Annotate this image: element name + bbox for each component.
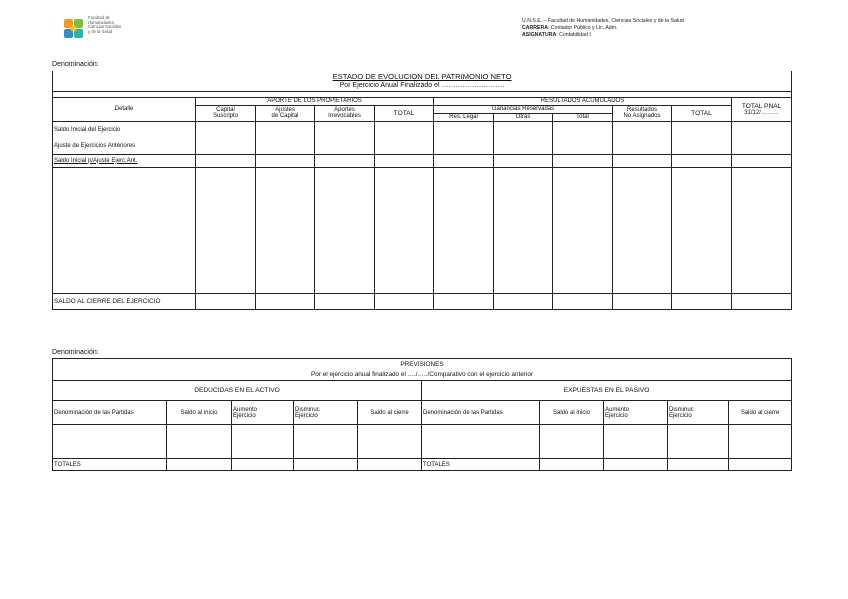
- total-pn-header: TOTAL PNAL 31/12/………: [732, 97, 792, 121]
- saldo-cierre-row: SALDO AL CIERRE DEL EJERCICIO: [53, 293, 196, 309]
- saldo-inicial-rows: Saldo Inicial del Ejercicio Ajuste de Ejercicios Anteriores: [53, 121, 196, 154]
- saldo-ajustado-row: Saldo Inicial p/Ajuste Ejerc.Ant.: [54, 157, 138, 164]
- total-res-header: TOTAL: [672, 105, 732, 121]
- col-disminuc-activo: Disminuc Ejercicio: [294, 401, 358, 425]
- col-denominacion-activo: Denominación de las Partidas: [53, 401, 167, 425]
- resultados-header: RESULTADOS ACUMULADOS: [434, 97, 732, 105]
- col-saldo-inicio-pasivo: Saldo al inicio: [540, 401, 604, 425]
- previsiones-subtitle: Por el ejercicio anual finalizado el …./…../Comparativo con el ejercicio anterior: [311, 370, 534, 378]
- previsiones-title-cell: [53, 359, 792, 381]
- res-legal-header: Res. Legal: [434, 113, 494, 121]
- previsiones-title: PREVISIONES: [400, 360, 444, 368]
- ajustes-header: Ajustes de Capital: [256, 105, 315, 121]
- col-aumento-activo: Aumento Ejercicio: [232, 401, 294, 425]
- denominacion-label-2: Denominación:: [52, 349, 99, 356]
- faculty-logo: [62, 15, 148, 45]
- col-denominacion-pasivo: Denominación de las Partidas: [422, 401, 540, 425]
- patrimonio-neto-table: [52, 71, 792, 310]
- totales-activo: TOTALES: [53, 459, 167, 471]
- carrera-line: CARRERA: Contador Público y Lic. Adm.: [522, 25, 618, 31]
- col-aumento-pasivo: Aumento Ejercicio: [604, 401, 668, 425]
- aportes-header: Aportes Irrevocables: [315, 105, 375, 121]
- resultados-no-asignados-header: Resultados No Asignados: [613, 105, 672, 121]
- col-saldo-inicio-activo: Saldo al inicio: [167, 401, 232, 425]
- previsiones-table: [52, 358, 792, 471]
- expuestas-header: EXPUESTAS EN EL PASIVO: [422, 381, 792, 401]
- total-gan-header: Total: [553, 113, 613, 121]
- ganancias-header: Ganancias Reservadas: [434, 105, 613, 113]
- col-saldo-cierre-activo: Saldo al cierre: [358, 401, 422, 425]
- totales-pasivo: TOTALES: [422, 459, 540, 471]
- detalle-header: Detalle: [53, 97, 196, 121]
- table1-title: ESTADO DE EVOLUCION DEL PATRIMONIO NETO: [332, 71, 512, 81]
- deducidas-header: DEDUCIDAS EN EL ACTIVO: [53, 381, 422, 401]
- otras-header: Otras: [494, 113, 553, 121]
- col-saldo-cierre-pasivo: Saldo al cierre: [729, 401, 792, 425]
- table1-subtitle: Por Ejercicio Anual Finalizado el ………………………: [53, 81, 792, 91]
- course-header: [522, 18, 684, 39]
- denominacion-label: Denominación:: [52, 61, 99, 68]
- logo-text: Facultad de Humanidades, Ciencias Sociales y de la Salud: [88, 15, 122, 34]
- col-disminuc-pasivo: Disminuc Ejercicio: [668, 401, 729, 425]
- aporte-header: APORTE DE LOS PROPIETARIOS: [196, 97, 434, 105]
- asignatura-line: ASIGNATURA: Contabilidad I: [522, 32, 591, 38]
- capital-header: Capital Suscripto: [196, 105, 256, 121]
- total-aporte-header: TOTAL: [375, 105, 434, 121]
- logo-puzzle-icon: [62, 17, 86, 43]
- university-line: U.N.S.E. – Facultad de Humanidades, Ciencias Sociales y de la Salud: [522, 18, 684, 24]
